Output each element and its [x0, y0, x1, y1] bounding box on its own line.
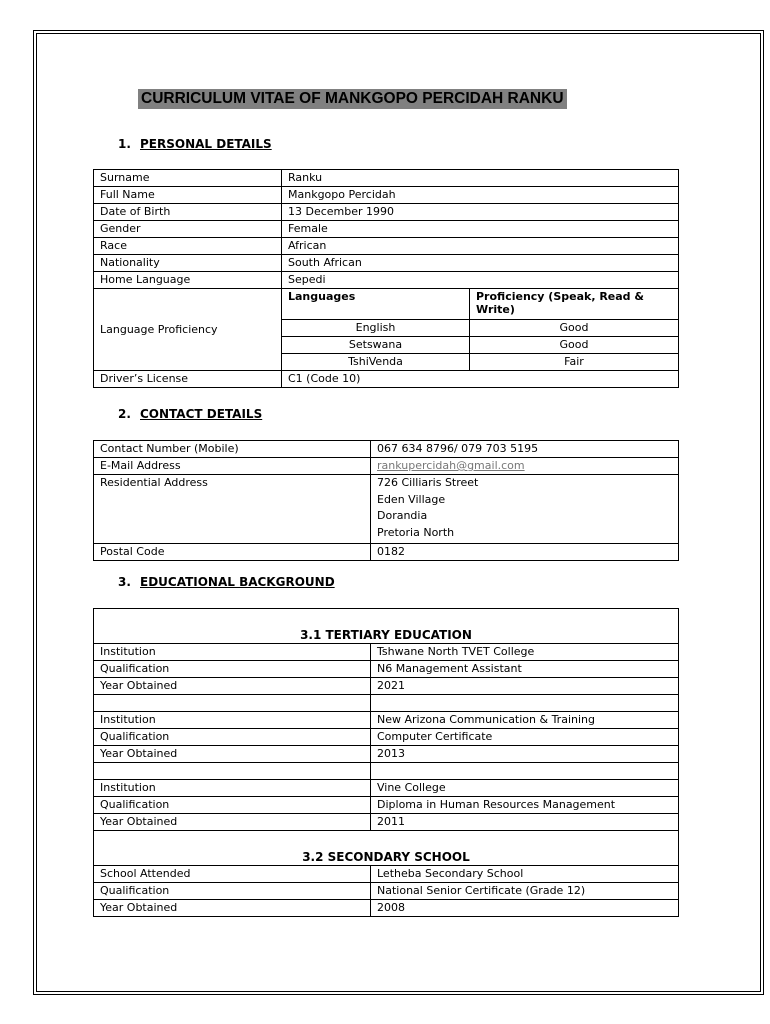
row-label: Year Obtained: [94, 900, 371, 917]
table-row: [94, 712, 679, 729]
table-row: [94, 221, 679, 238]
institution-value: Tshwane North TVET College: [371, 644, 679, 661]
row-value: African: [282, 238, 679, 255]
table-row: [94, 441, 679, 458]
row-label: Race: [94, 238, 282, 255]
row-label: Institution: [94, 712, 371, 729]
row-label: Postal Code: [94, 544, 371, 561]
education-table: [93, 608, 679, 917]
contact-details-table: [93, 440, 679, 561]
section-heading-education: [118, 575, 335, 589]
qualification-value: N6 Management Assistant: [371, 661, 679, 678]
table-row: [94, 475, 679, 544]
row-value: Mankgopo Percidah: [282, 187, 679, 204]
postal-value: 0182: [371, 544, 679, 561]
personal-details-table: [93, 169, 679, 388]
language-level: Fair: [470, 354, 679, 371]
qualification-value: Computer Certificate: [371, 729, 679, 746]
table-row: [94, 780, 679, 797]
row-value: 13 December 1990: [282, 204, 679, 221]
language-level: Good: [470, 320, 679, 337]
email-link[interactable]: rankupercidah@gmail.com: [377, 459, 525, 472]
language-name: English: [282, 320, 470, 337]
school-value: Letheba Secondary School: [371, 866, 679, 883]
address-line: Dorandia: [377, 509, 428, 522]
table-row: [94, 204, 679, 221]
section-heading-personal: [118, 137, 272, 151]
year-value: 2013: [371, 746, 679, 763]
table-row: [94, 661, 679, 678]
table-row: [94, 866, 679, 883]
qualification-value: National Senior Certificate (Grade 12): [371, 883, 679, 900]
table-row: [94, 238, 679, 255]
spacer-row: [94, 695, 679, 712]
language-name: Setswana: [282, 337, 470, 354]
table-row: [94, 900, 679, 917]
row-label: Qualification: [94, 661, 371, 678]
row-value: Sepedi: [282, 272, 679, 289]
table-row: [94, 746, 679, 763]
tertiary-heading: 3.1 TERTIARY EDUCATION: [94, 609, 679, 644]
section-title: CONTACT DETAILS: [140, 407, 263, 421]
address-line: 726 Cilliaris Street: [377, 476, 479, 489]
institution-value: New Arizona Communication & Training: [371, 712, 679, 729]
year-value: 2011: [371, 814, 679, 831]
row-label: Institution: [94, 644, 371, 661]
address-cell: [371, 475, 679, 544]
table-row: [94, 458, 679, 475]
section-number: 1.: [118, 137, 131, 151]
row-label: Contact Number (Mobile): [94, 441, 371, 458]
empty-cell: [371, 763, 679, 780]
table-row: [94, 544, 679, 561]
empty-cell: [371, 695, 679, 712]
table-row: [94, 797, 679, 814]
row-value: C1 (Code 10): [282, 371, 679, 388]
table-row: [94, 814, 679, 831]
table-row: [94, 883, 679, 900]
row-label: Residential Address: [94, 475, 371, 544]
table-row: [94, 644, 679, 661]
section-title: PERSONAL DETAILS: [140, 137, 272, 151]
year-value: 2021: [371, 678, 679, 695]
spacer-row: [94, 763, 679, 780]
empty-cell: [94, 763, 371, 780]
row-label: Qualification: [94, 883, 371, 900]
section-title: EDUCATIONAL BACKGROUND: [140, 575, 335, 589]
language-level: Good: [470, 337, 679, 354]
row-label: Qualification: [94, 797, 371, 814]
row-label: Full Name: [94, 187, 282, 204]
empty-cell: [94, 695, 371, 712]
secondary-heading: 3.2 SECONDARY SCHOOL: [94, 831, 679, 866]
address-line: Eden Village: [377, 492, 446, 506]
table-row: [94, 729, 679, 746]
languages-column-header: Languages: [282, 289, 470, 320]
row-value: South African: [282, 255, 679, 272]
table-row: [94, 678, 679, 695]
row-label: Qualification: [94, 729, 371, 746]
row-label: Nationality: [94, 255, 282, 272]
row-label: Date of Birth: [94, 204, 282, 221]
year-value: 2008: [371, 900, 679, 917]
table-row: [94, 289, 679, 320]
row-label: Surname: [94, 170, 282, 187]
row-label: Driver’s License: [94, 371, 282, 388]
qualification-value: Diploma in Human Resources Management: [371, 797, 679, 814]
row-label: Institution: [94, 780, 371, 797]
table-row: [94, 609, 679, 644]
proficiency-column-header: Proficiency (Speak, Read & Write): [470, 289, 679, 320]
language-proficiency-label: Language Proficiency: [94, 289, 282, 371]
address-line: Pretoria North: [377, 525, 455, 539]
table-row: [94, 187, 679, 204]
row-label: Year Obtained: [94, 678, 371, 695]
document-title: CURRICULUM VITAE OF MANKGOPO PERCIDAH RANKU: [138, 89, 567, 109]
row-value: Female: [282, 221, 679, 238]
phone-value: 067 634 8796/ 079 703 5195: [371, 441, 679, 458]
section-number: 3.: [118, 575, 131, 589]
section-heading-contact: [118, 407, 262, 421]
row-label: E-Mail Address: [94, 458, 371, 475]
table-row: [94, 371, 679, 388]
row-label: Gender: [94, 221, 282, 238]
email-cell: [371, 458, 679, 475]
institution-value: Vine College: [371, 780, 679, 797]
table-row: [94, 272, 679, 289]
table-row: [94, 170, 679, 187]
table-row: [94, 255, 679, 272]
row-label: Year Obtained: [94, 814, 371, 831]
language-name: TshiVenda: [282, 354, 470, 371]
section-number: 2.: [118, 407, 131, 421]
row-label: Home Language: [94, 272, 282, 289]
row-label: Year Obtained: [94, 746, 371, 763]
row-value: Ranku: [282, 170, 679, 187]
row-label: School Attended: [94, 866, 371, 883]
table-row: [94, 831, 679, 866]
